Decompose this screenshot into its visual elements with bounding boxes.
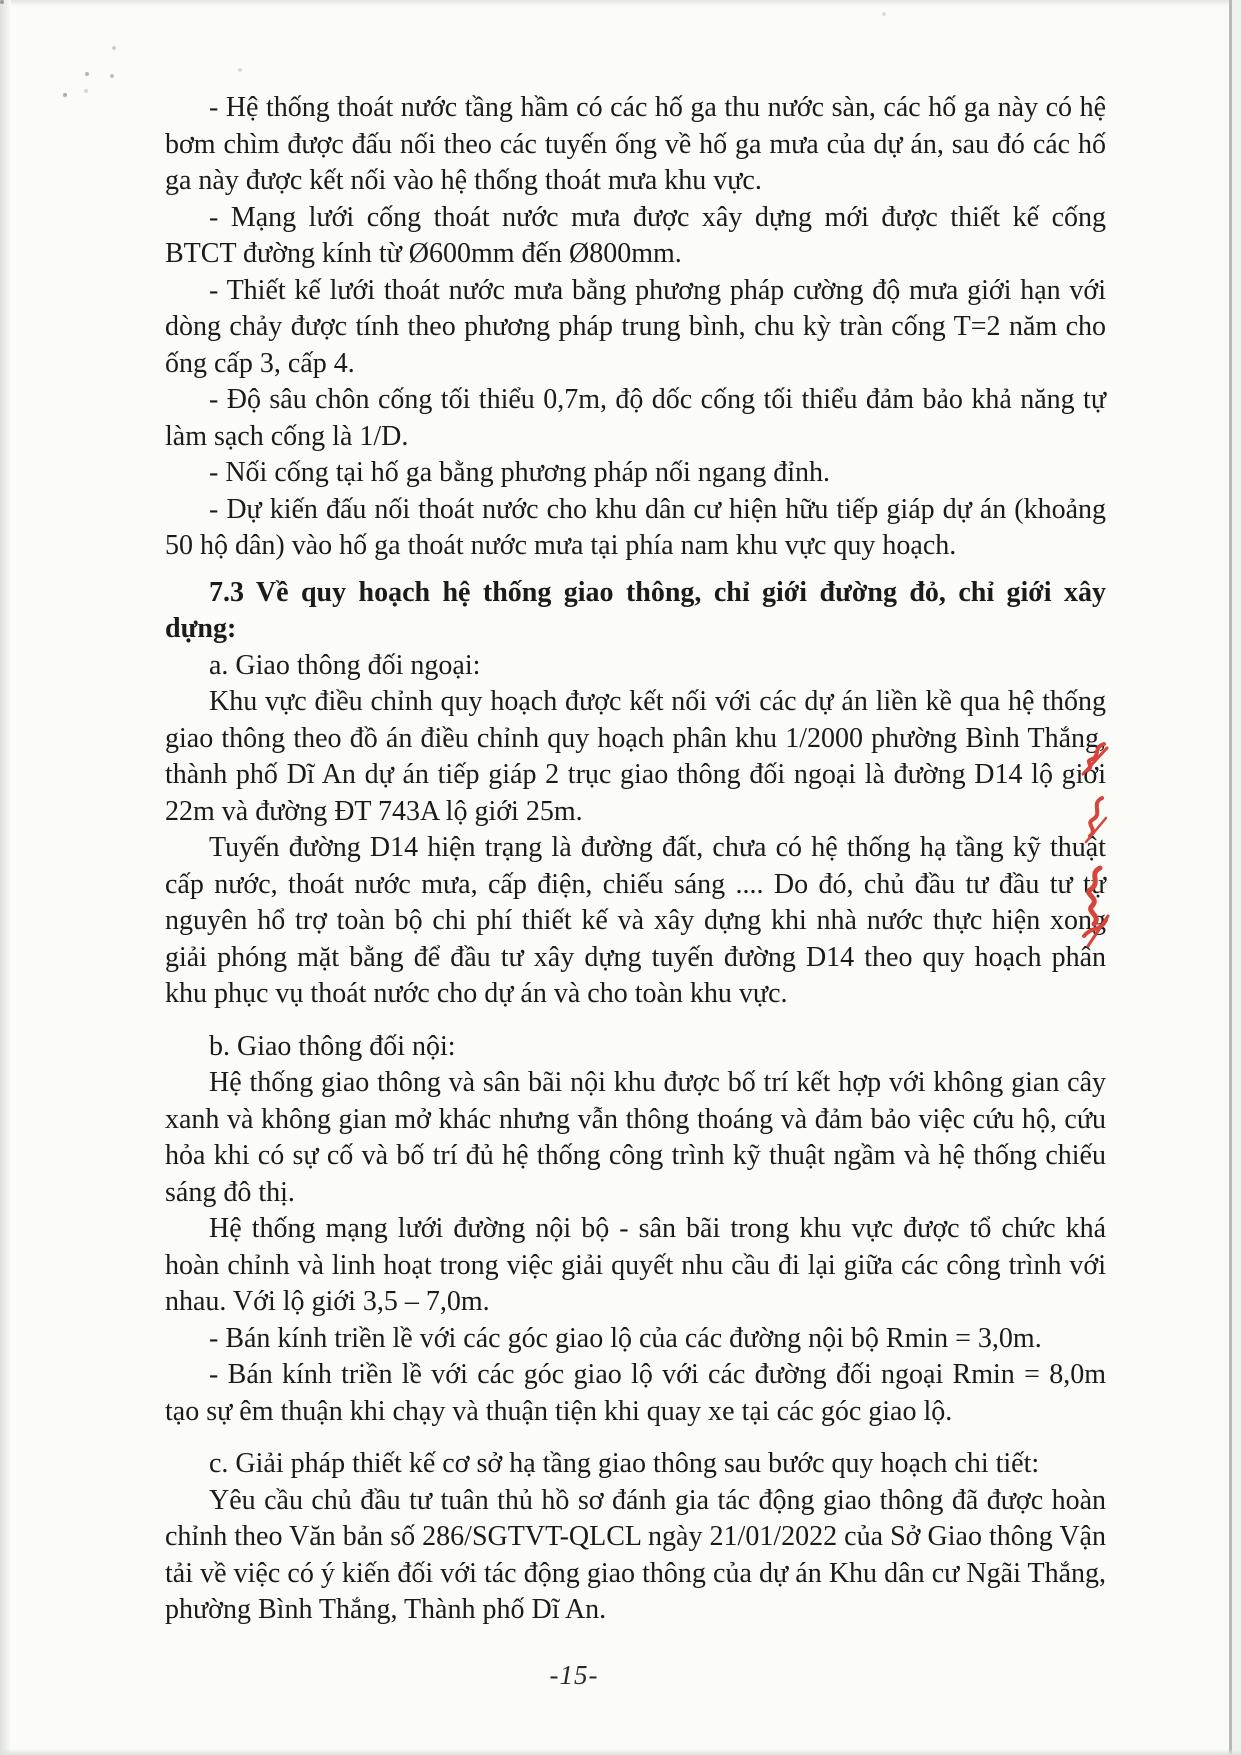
bullet-paragraph: - Bán kính triền lề với các góc giao lộ với các đường đối ngoại Rmin = 8,0m tạo sự êm thuận khi chạy và thuận tiện khi quay xe tại các góc giao lộ. bbox=[165, 1359, 1106, 1427]
bullet-paragraph: - Mạng lưới cống thoát nước mưa được xây dựng mới được thiết kế cống BTCT đường kính từ Ø600mm đến Ø800mm. bbox=[165, 201, 1106, 269]
section-heading: 7.3 Về quy hoạch hệ thống giao thông, chỉ giới đường đỏ, chỉ giới xây dựng: bbox=[165, 576, 1106, 644]
scan-speckles bbox=[0, 0, 4, 4]
bullet-paragraph: - Thiết kế lưới thoát nước mưa bằng phương pháp cường độ mưa giới hạn với dòng chảy được tính theo phương pháp trung bình, chu kỳ tràn cống T=2 năm cho ống cấp 3, cấp 4. bbox=[165, 274, 1106, 379]
subsection-label: c. Giải pháp thiết kế cơ sở hạ tầng giao thông sau bước quy hoạch chi tiết: bbox=[209, 1448, 1040, 1479]
body-paragraph: Khu vực điều chỉnh quy hoạch được kết nối với các dự án liền kề qua hệ thống giao thông theo đồ án điều chỉnh quy hoạch phân khu 1/2000 phường Bình Thắng, thành phố Dĩ An dự án tiếp giáp 2 trục giao thông đối ngoại là đường D14 lộ giới 22m và đường ĐT 743A lộ giới 25m. bbox=[165, 686, 1106, 827]
page-number: -15- bbox=[549, 1660, 599, 1690]
bullet-paragraph: - Dự kiến đấu nối thoát nước cho khu dân cư hiện hữu tiếp giáp dự án (khoảng 50 hộ dân) vào hố ga thoát nước mưa tại phía nam khu vực quy hoạch. bbox=[165, 493, 1106, 561]
document-body bbox=[165, 90, 1106, 1629]
body-paragraph: Hệ thống mạng lưới đường nội bộ - sân bãi trong khu vực được tổ chức khá hoàn chỉnh và linh hoạt trong việc giải quyết nhu cầu đi lại giữa các công trình với nhau. Với lộ giới 3,5 – 7,0m. bbox=[165, 1213, 1106, 1317]
bullet-paragraph: - Độ sâu chôn cống tối thiểu 0,7m, độ dốc cống tối thiểu đảm bảo khả năng tự làm sạch cống là 1/D. bbox=[165, 384, 1106, 452]
red-ink-margin-mark bbox=[1078, 740, 1112, 950]
body-paragraph: Tuyến đường D14 hiện trạng là đường đất, chưa có hệ thống hạ tầng kỹ thuật cấp nước, thoát nước mưa, cấp điện, chiếu sáng .... Do đó, chủ đầu tư đầu tư tự nguyên hổ trợ toàn bộ chi phí thiết kế và xây dựng khi nhà nước thực hiện xong giải phóng mặt bằng để đầu tư xây dựng tuyến đường D14 theo quy hoạch phân khu phục vụ thoát nước cho dự án và cho toàn khu vực. bbox=[165, 832, 1106, 1009]
body-paragraph: Hệ thống giao thông và sân bãi nội khu được bố trí kết hợp với không gian cây xanh và không gian mở khác nhưng vẫn thông thoáng và đảm bảo việc cứu hộ, cứu hỏa khi có sự cố và bố trí đủ hệ thống công trình kỹ thuật ngầm và hệ thống chiếu sáng đô thị. bbox=[165, 1067, 1106, 1208]
bullet-paragraph: - Nối cống tại hố ga bằng phương pháp nối ngang đỉnh. bbox=[209, 457, 830, 488]
scan-edge-right bbox=[1232, 0, 1241, 1755]
scan-edge-bottom bbox=[0, 1749, 1241, 1755]
scan-edge-left bbox=[0, 0, 11, 1755]
scan-edge-right-line bbox=[1229, 0, 1232, 1755]
subsection-label: b. Giao thông đối nội: bbox=[209, 1030, 456, 1062]
body-paragraph: Yêu cầu chủ đầu tư tuân thủ hồ sơ đánh gia tác động giao thông đã được hoàn chỉnh theo Văn bản số 286/SGTVT-QLCL ngày 21/01/2022 của Sở Giao thông Vận tải về việc có ý kiến đối với tác động giao thông của dự án Khu dân cư Ngãi Thắng, phường Bình Thắng, Thành phố Dĩ An. bbox=[165, 1484, 1106, 1625]
bullet-paragraph: - Bán kính triền lề với các góc giao lộ của các đường nội bộ Rmin = 3,0m. bbox=[209, 1322, 1042, 1354]
scan-edge-top bbox=[0, 0, 1241, 6]
subsection-label: a. Giao thông đối ngoại: bbox=[209, 649, 481, 681]
bullet-paragraph: - Hệ thống thoát nước tầng hầm có các hố ga thu nước sàn, các hố ga này có hệ bơm chìm được đấu nối theo các tuyến ống về hố ga mưa của dự án, sau đó các hố ga này được kết nối vào hệ thống thoát mưa khu vực. bbox=[165, 92, 1106, 196]
